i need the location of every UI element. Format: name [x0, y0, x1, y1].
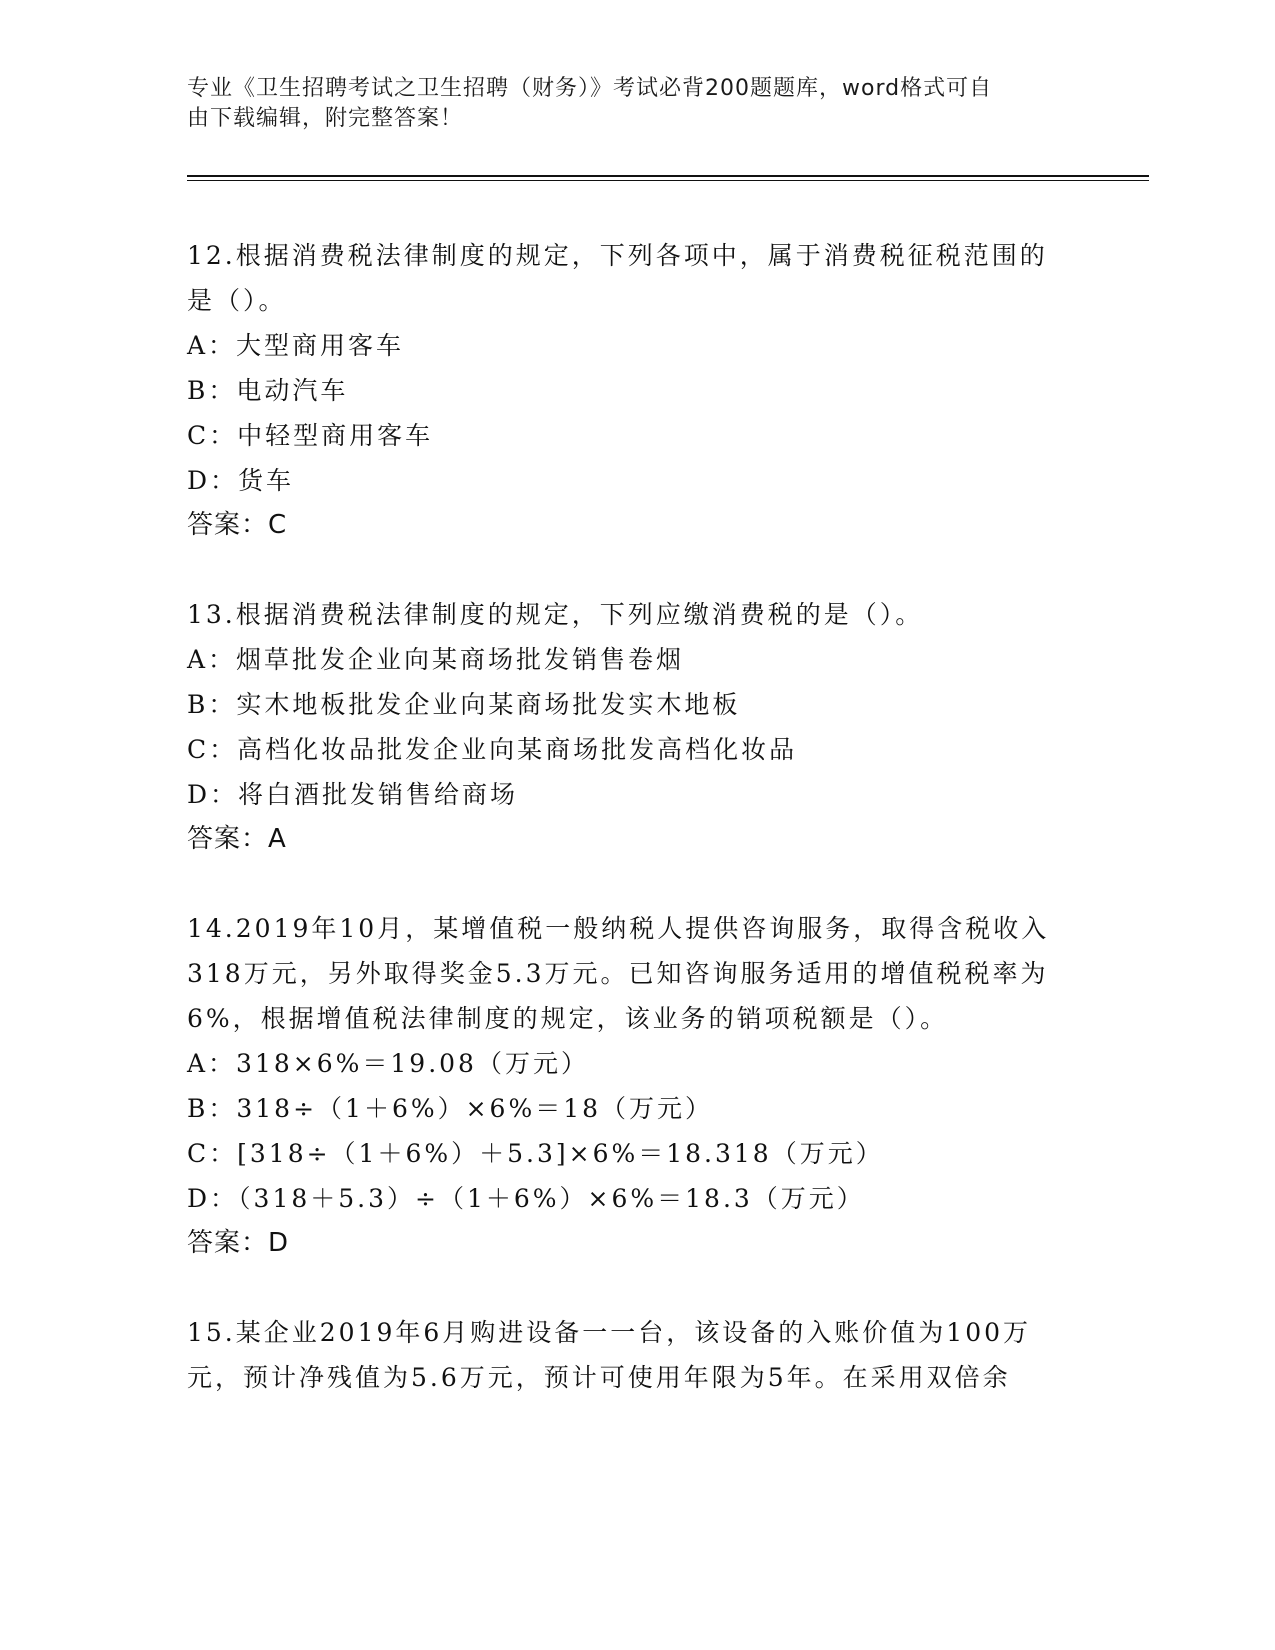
answer: 答案：D [187, 1228, 290, 1258]
question-14 [187, 906, 1087, 1266]
header-divider-thick [187, 175, 1149, 177]
answer: 答案：A [187, 824, 287, 854]
question-stem: 是（）。 [187, 286, 287, 315]
option-c: C：[318÷（1＋6%）＋5.3]×6%＝18.318（万元） [187, 1139, 884, 1168]
answer: 答案：C [187, 510, 288, 540]
option-d: D：（318＋5.3）÷（1＋6%）×6%＝18.3（万元） [187, 1184, 865, 1213]
header-divider-thin [187, 180, 1149, 181]
header-line-1: 专业《卫生招聘考试之卫生招聘（财务）》考试必背200题题库，word格式可自 [187, 76, 993, 101]
question-stem: 318万元，另外取得奖金5.3万元。已知咨询服务适用的增值税税率为 [187, 959, 1049, 988]
option-b: B：电动汽车 [187, 376, 349, 405]
option-a: A：大型商用客车 [187, 331, 405, 360]
question-stem: 15.某企业2019年6月购进设备一一台，该设备的入账价值为100万 [187, 1318, 1032, 1347]
question-stem: 14.2019年10月，某增值税一般纳税人提供咨询服务，取得含税收入 [187, 914, 1050, 943]
question-stem: 12.根据消费税法律制度的规定，下列各项中，属于消费税征税范围的 [187, 241, 1048, 270]
question-15 [187, 1310, 1087, 1400]
option-a: A：烟草批发企业向某商场批发销售卷烟 [187, 645, 685, 674]
question-12 [187, 233, 1087, 548]
option-d: D：货车 [187, 466, 295, 495]
option-a: A：318×6%＝19.08（万元） [187, 1049, 589, 1078]
document-header [187, 74, 1067, 134]
option-c: C：高档化妆品批发企业向某商场批发高档化妆品 [187, 735, 798, 764]
option-c: C：中轻型商用客车 [187, 421, 434, 450]
question-list [187, 233, 1087, 1444]
header-line-2: 由下载编辑，附完整答案！ [187, 106, 464, 131]
question-stem: 元，预计净残值为5.6万元，预计可使用年限为5年。在采用双倍余 [187, 1363, 1011, 1392]
question-stem: 13.根据消费税法律制度的规定，下列应缴消费税的是（）。 [187, 600, 924, 629]
option-b: B：318÷（1＋6%）×6%＝18（万元） [187, 1094, 714, 1123]
question-stem: 6%，根据增值税法律制度的规定，该业务的销项税额是（）。 [187, 1004, 949, 1033]
option-d: D：将白酒批发销售给商场 [187, 780, 519, 809]
option-b: B：实木地板批发企业向某商场批发实木地板 [187, 690, 741, 719]
question-13 [187, 592, 1087, 862]
